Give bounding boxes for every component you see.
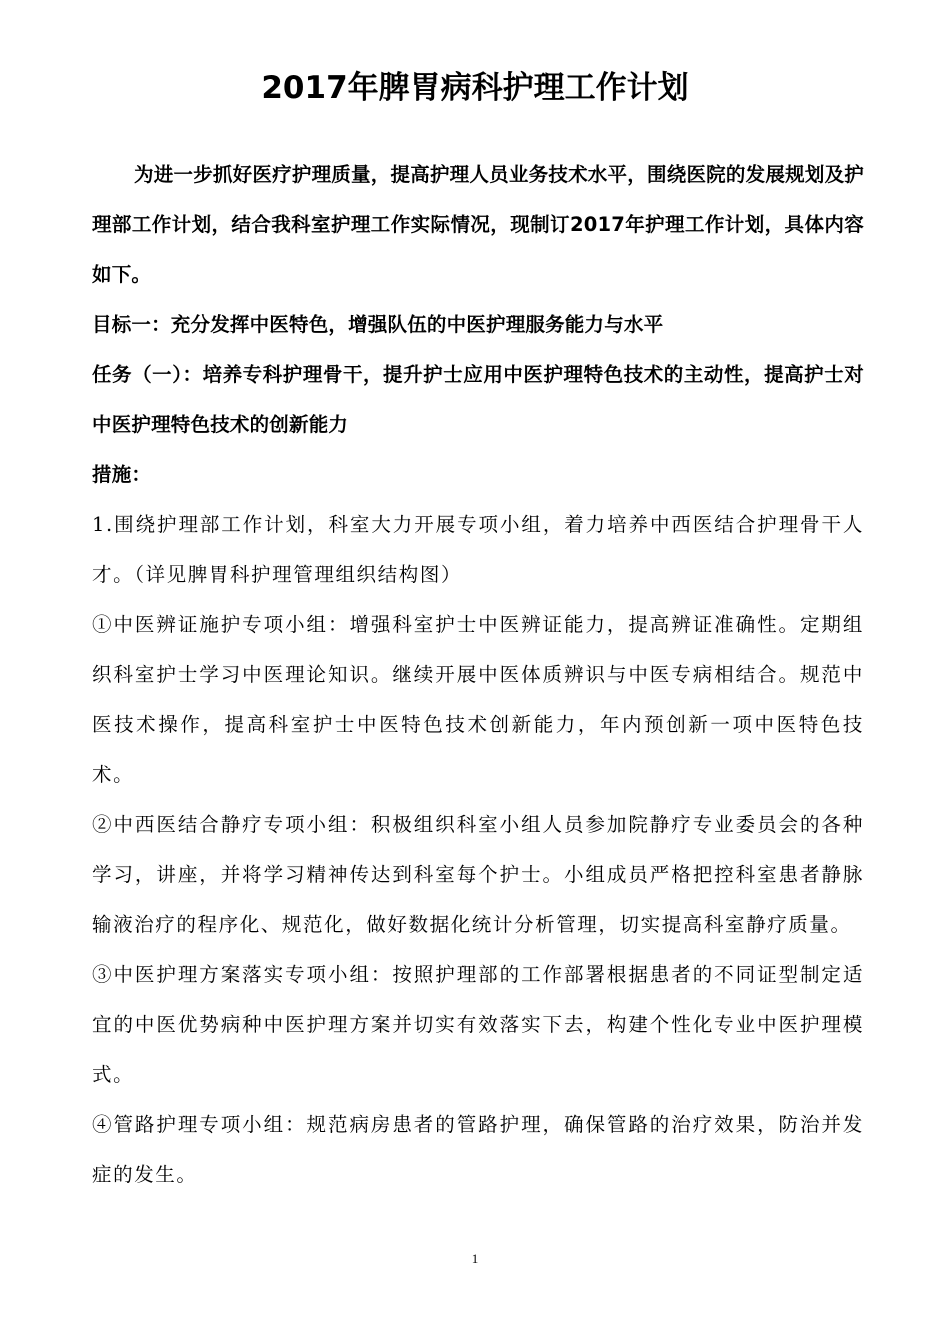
group-item-4: ④管路护理专项小组：规范病房患者的管路护理，确保管路的治疗效果，防治并发症的发生。 bbox=[92, 1113, 864, 1186]
goal-heading: 目标一：充分发挥中医特色，增强队伍的中医护理服务能力与水平 bbox=[92, 313, 664, 336]
page-number: 1 bbox=[471, 1251, 479, 1266]
task-heading: 任务（一）：培养专科护理骨干，提升护士应用中医护理特色技术的主动性，提高护士对中医护理特色技术的创新能力 bbox=[92, 363, 864, 436]
document-body bbox=[92, 150, 864, 1200]
group-item-2: ②中西医结合静疗专项小组：积极组织科室小组人员参加院静疗专业委员会的各种学习，讲座，并将学习精神传达到科室每个护士。小组成员严格把控科室患者静脉输液治疗的程序化、规范化，做好数据化统计分析管理，切实提高科室静疗质量。 bbox=[92, 813, 864, 936]
group-item-3: ③中医护理方案落实专项小组：按照护理部的工作部署根据患者的不同证型制定适宜的中医优势病种中医护理方案并切实有效落实下去，构建个性化专业中医护理模式。 bbox=[92, 963, 864, 1086]
document-title: 2017年脾胃病科护理工作计划 bbox=[261, 70, 689, 106]
intro-paragraph: 为进一步抓好医疗护理质量，提高护理人员业务技术水平，围绕医院的发展规划及护理部工作计划，结合我科室护理工作实际情况，现制订2017年护理工作计划，具体内容如下。 bbox=[92, 163, 864, 286]
measure-item-1: 1.围绕护理部工作计划，科室大力开展专项小组，着力培养中西医结合护理骨干人才。（详见脾胃科护理管理组织结构图） bbox=[92, 513, 864, 586]
group-item-1: ①中医辨证施护专项小组：增强科室护士中医辨证能力，提高辨证准确性。定期组织科室护士学习中医理论知识。继续开展中医体质辨识与中医专病相结合。规范中医技术操作，提高科室护士中医特色技术创新能力，年内预创新一项中医特色技术。 bbox=[92, 613, 864, 786]
measures-heading: 措施： bbox=[92, 463, 152, 486]
